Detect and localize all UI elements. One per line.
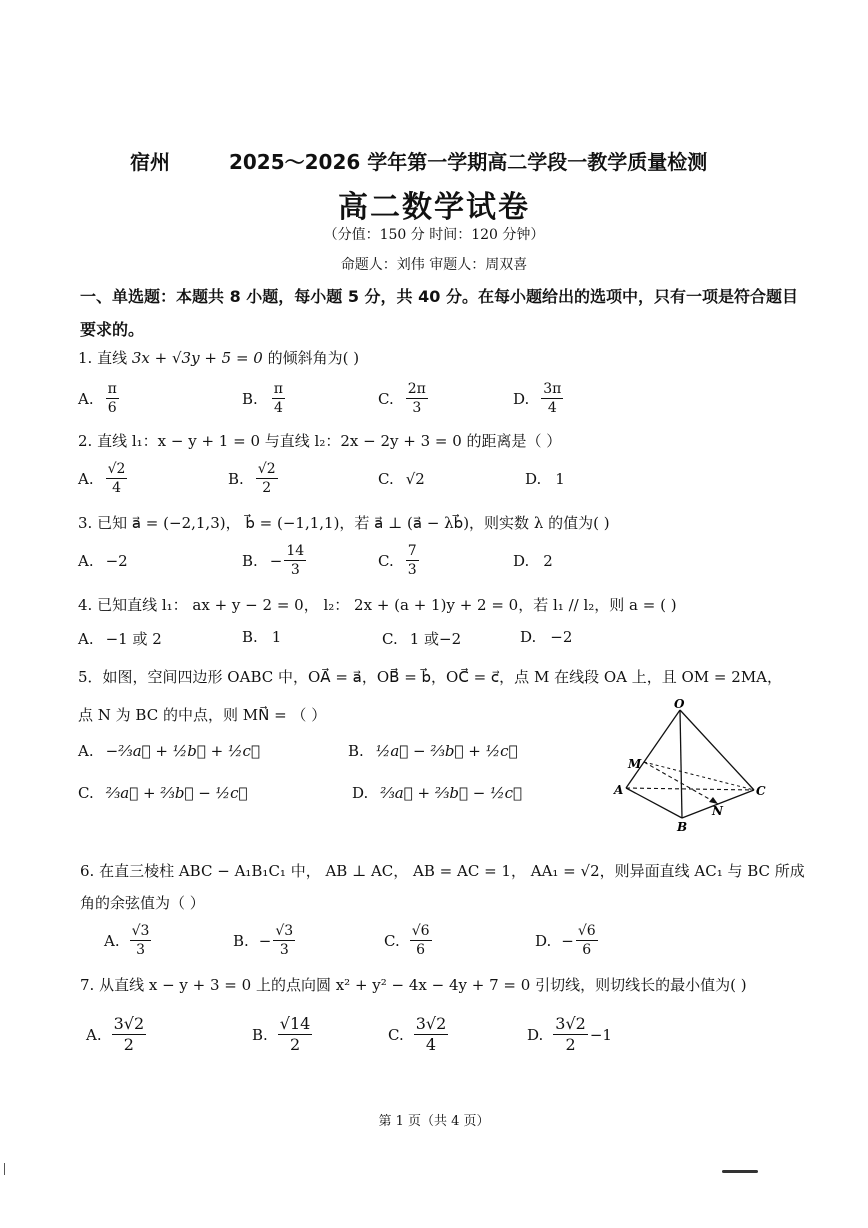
school-name: 宿州 xyxy=(130,150,170,174)
page-title: 高二数学试卷 xyxy=(338,190,530,225)
option-label: B. xyxy=(228,469,244,488)
q2-option-b xyxy=(228,460,280,497)
fraction xyxy=(112,1014,147,1055)
q6-option-a xyxy=(104,922,153,959)
fraction xyxy=(406,380,428,417)
fraction xyxy=(273,922,295,959)
fraction xyxy=(406,542,419,579)
option-label: D. xyxy=(513,552,530,570)
numerator: 3π xyxy=(543,381,562,397)
denominator: 4 xyxy=(273,400,283,416)
edge-OA xyxy=(626,710,680,788)
q1-option-c xyxy=(378,380,430,417)
label-M: M xyxy=(628,757,642,771)
option-value: 2 xyxy=(543,552,553,570)
denominator: 3 xyxy=(407,562,417,578)
option-label: D. xyxy=(513,389,530,408)
q5-option-b xyxy=(348,742,518,760)
segment-MC xyxy=(644,762,754,790)
option-value: 1 xyxy=(271,628,282,646)
denominator: 6 xyxy=(416,942,426,958)
question-6-stem-line2: 角的余弦值为（ ） xyxy=(80,894,205,912)
q6-option-c xyxy=(384,922,434,959)
arrow-head xyxy=(709,797,718,804)
question-5-stem-line1: 5．如图，空间四边形 OABC 中，OA⃗ = a⃗，OB⃗ = b⃗，OC⃗ = c⃗，点 M 在线段 OA 上，且 OM = 2MA， xyxy=(78,668,783,686)
numerator: 3√2 xyxy=(555,1014,586,1033)
option-label: B. xyxy=(348,742,364,760)
question-1-stem xyxy=(78,347,359,368)
q4-option-a xyxy=(78,628,162,649)
q4-option-c xyxy=(382,628,461,649)
label-B: B xyxy=(677,820,688,833)
numerator: 2π xyxy=(407,381,426,397)
numerator: 14 xyxy=(286,543,305,559)
denominator: 3 xyxy=(136,942,145,958)
numerator: √3 xyxy=(275,923,294,939)
q6-option-d xyxy=(535,922,600,959)
option-label: A. xyxy=(78,629,94,648)
q3-option-c xyxy=(378,542,421,579)
option-label: D. xyxy=(527,1025,544,1044)
minus-sign: − xyxy=(269,551,283,570)
fraction xyxy=(414,1014,449,1055)
fraction xyxy=(553,1014,588,1055)
denominator: 4 xyxy=(547,400,557,416)
exam-info: （分值：150 分 时间：120 分钟） xyxy=(323,227,545,243)
numerator: 7 xyxy=(407,543,417,559)
section-heading: 一、单选题：本题共 8 小题，每小题 5 分，共 40 分。在每小题给出的选项中，只有一项是符合题目要求的。 xyxy=(80,287,798,339)
q2-option-d xyxy=(525,470,565,488)
q5-option-a xyxy=(78,742,260,760)
option-label: C. xyxy=(78,784,94,802)
denominator: 3 xyxy=(279,942,289,958)
q5-option-c xyxy=(78,784,248,802)
q3-option-d xyxy=(513,552,553,570)
denominator: 2 xyxy=(262,480,272,496)
fraction xyxy=(410,922,432,959)
question-4-stem: 4. 已知直线 l₁： ax + y − 2 = 0， l₂： 2x + (a + 1)y + 2 = 0，若 l₁ // l₂，则 a = ( ) xyxy=(78,596,677,614)
option-label: D. xyxy=(535,931,552,950)
option-value: 1 或−2 xyxy=(409,630,462,648)
label-A: A xyxy=(614,783,624,797)
q1-math: 3x + √3y + 5 = 0 xyxy=(131,349,263,367)
question-2-stem: 2. 直线 l₁：x − y + 1 = 0 与直线 l₂：2x − 2y + 3 = 0 的距离是（ ） xyxy=(78,432,562,450)
option-label: D. xyxy=(520,628,537,646)
scan-artifact xyxy=(722,1170,758,1173)
option-value: ⅔a⃗ + ⅔b⃗ − ½c⃗ xyxy=(105,784,248,802)
denominator: 6 xyxy=(582,942,592,958)
q7-option-d xyxy=(527,1014,612,1055)
denominator: 4 xyxy=(112,480,121,496)
q1-suffix: 的倾斜角为( ) xyxy=(267,349,360,367)
fraction xyxy=(272,380,285,417)
fraction xyxy=(278,1014,313,1055)
option-label: A. xyxy=(78,552,94,570)
q7-option-c xyxy=(388,1014,450,1055)
option-value: √2 xyxy=(405,470,425,488)
denominator: 3 xyxy=(290,562,300,578)
denominator: 2 xyxy=(565,1035,576,1054)
numerator: 3√2 xyxy=(113,1014,145,1033)
option-label: B. xyxy=(242,628,258,646)
option-label: C. xyxy=(378,389,394,408)
fraction xyxy=(106,380,119,417)
denominator: 2 xyxy=(123,1035,134,1054)
q3-option-b xyxy=(242,542,308,579)
denominator: 6 xyxy=(107,400,117,416)
option-label: B. xyxy=(242,389,258,408)
fraction xyxy=(541,380,563,417)
q5-option-d xyxy=(352,784,522,802)
fraction xyxy=(130,922,152,959)
option-value: ½a⃗ − ⅔b⃗ + ½c⃗ xyxy=(375,742,518,760)
option-label: A. xyxy=(86,1025,102,1044)
option-label: C. xyxy=(378,551,394,570)
q4-option-b xyxy=(242,628,281,646)
exam-authors: 命题人：刘伟 审题人：周双喜 xyxy=(340,257,528,273)
option-value: ⅔a⃗ + ⅔b⃗ − ½c⃗ xyxy=(380,784,523,802)
edge-OC xyxy=(680,710,754,790)
tetrahedron-figure xyxy=(610,698,780,833)
option-label: A. xyxy=(78,742,94,760)
label-N: N xyxy=(712,804,723,818)
question-6-stem-line1: 6. 在直三棱柱 ABC − A₁B₁C₁ 中， AB ⊥ AC， AB = AC = 1， AA₁ = √2，则异面直线 AC₁ 与 BC 所成 xyxy=(80,862,805,880)
option-label: C. xyxy=(378,470,394,488)
option-label: A. xyxy=(78,469,94,488)
denominator: 4 xyxy=(425,1035,437,1054)
label-O: O xyxy=(674,698,685,711)
q1-option-a xyxy=(78,380,121,417)
question-3-stem: 3. 已知 a⃗ = (−2,1,3)， b⃗ = (−1,1,1)，若 a⃗ ⊥ (a⃗ − λb⃗)，则实数 λ 的值为( ) xyxy=(78,514,610,532)
q4-option-d xyxy=(520,628,572,646)
numerator: √14 xyxy=(279,1014,311,1033)
q2-option-a xyxy=(78,460,129,497)
option-value: −1 或 2 xyxy=(105,630,162,648)
denominator: 3 xyxy=(412,400,422,416)
exam-name: 2025～2026 学年第一学期高二学段一教学质量检测 xyxy=(228,150,708,174)
edge-AB xyxy=(626,788,682,818)
numerator: π xyxy=(107,381,117,397)
q1-prefix: 1. 直线 xyxy=(78,349,128,367)
minus-sign: − xyxy=(561,931,574,950)
option-suffix: −1 xyxy=(589,1025,612,1044)
q1-option-b xyxy=(242,380,287,417)
exam-header xyxy=(130,146,707,175)
numerator: √2 xyxy=(107,461,126,477)
option-value: −⅔a⃗ + ½b⃗ + ½c⃗ xyxy=(105,742,260,760)
numerator: √3 xyxy=(131,923,150,939)
option-label: C. xyxy=(384,931,400,950)
label-C: C xyxy=(756,784,766,798)
option-value: 1 xyxy=(555,470,565,488)
q7-option-b xyxy=(252,1014,314,1055)
option-label: B. xyxy=(233,931,249,950)
option-value: −2 xyxy=(105,552,128,570)
scan-artifact xyxy=(4,1163,5,1175)
option-label: D. xyxy=(525,470,542,488)
q7-option-a xyxy=(86,1014,148,1055)
minus-sign: − xyxy=(258,931,272,950)
numerator: 3√2 xyxy=(415,1014,447,1033)
numerator: √2 xyxy=(257,461,276,477)
numerator: √6 xyxy=(411,923,430,939)
q1-option-d xyxy=(513,380,565,417)
option-label: B. xyxy=(252,1025,268,1044)
question-7-stem: 7. 从直线 x − y + 3 = 0 上的点向圆 x² + y² − 4x − 4y + 7 = 0 引切线，则切线长的最小值为( ) xyxy=(80,976,747,994)
option-label: A. xyxy=(104,931,120,950)
option-label: C. xyxy=(382,629,398,648)
fraction xyxy=(284,542,306,579)
fraction xyxy=(256,460,278,497)
q6-option-b xyxy=(233,922,297,959)
q3-option-a xyxy=(78,552,128,570)
option-label: A. xyxy=(78,389,94,408)
numerator: √6 xyxy=(577,923,596,939)
edge-OB xyxy=(680,710,682,818)
option-value: −2 xyxy=(550,628,573,646)
option-label: D. xyxy=(352,784,369,802)
question-5-stem-line2: 点 N 为 BC 的中点，则 MN⃗ = （ ） xyxy=(78,706,327,724)
page-footer: 第 1 页（共 4 页） xyxy=(378,1114,490,1129)
denominator: 2 xyxy=(289,1035,301,1054)
fraction xyxy=(576,922,598,959)
q2-option-c xyxy=(378,470,425,488)
option-label: B. xyxy=(242,551,258,570)
numerator: π xyxy=(273,381,283,397)
fraction xyxy=(106,460,128,497)
option-label: C. xyxy=(388,1025,404,1044)
